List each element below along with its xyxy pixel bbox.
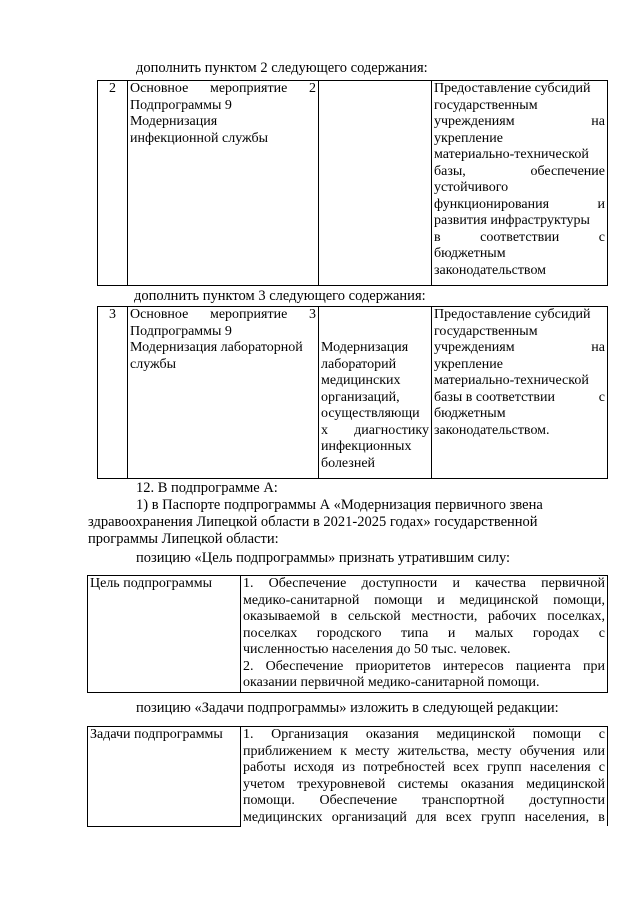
row3-description-line: бюджетным [434, 406, 506, 421]
tasks-text-line: учетом трехуровневой системы оказания медицинской [243, 776, 605, 792]
row2-description-line: развития инфраструктуры [434, 213, 590, 228]
row2-description-line: Предоставление субсидий [434, 81, 591, 96]
row3-result-line: лабораторий [321, 356, 397, 372]
goal-text-line: оказании первичной медико-санитарной помощи. [243, 675, 540, 690]
row2-description [432, 81, 608, 286]
intro-point-2: дополнить пунктом 2 следующего содержания: [136, 60, 428, 76]
row3-result-line: медицинских [321, 373, 401, 388]
row3-number: 3 [98, 307, 128, 479]
tasks-text-line: медицинских организаций для всех групп населения, в [243, 809, 605, 825]
row3-description-line: базы в соответствии с [434, 389, 605, 405]
passport-line-2: здравоохранения Липецкой области в 2021-2025 годах» государственной [88, 514, 538, 530]
row3-result-line: х диагностику [321, 422, 429, 438]
row2-description-line: укрепление [434, 130, 503, 146]
goal-text-line: медико-санитарной помощи и медицинской помощи, [243, 592, 605, 608]
row2-description-line: государственным [434, 97, 538, 113]
row3-description-line: укрепление [434, 356, 503, 372]
row3-description-line: Предоставление субсидий [434, 307, 591, 322]
row3-name: Основное мероприятие 3 Подпрограммы 9 Модернизация лабораторной службы [128, 307, 319, 479]
row2-description-line: учреждениям на [434, 114, 605, 129]
goal-table [87, 575, 608, 693]
row3-result-line: инфекционных [321, 439, 412, 454]
row2-name: Основное мероприятие 2 Подпрограммы 9 Модернизация инфекционной службы [128, 81, 319, 286]
row2-number: 2 [98, 81, 128, 286]
row3-result-line: Модернизация [321, 340, 409, 355]
row2-description-line: базы, обеспечение [434, 163, 605, 179]
goal-text-line: 1. Обеспечение доступности и качества первичной [243, 576, 605, 591]
row3-result-line: организаций, [321, 389, 400, 405]
row2-description-line: в соответствии с [434, 229, 605, 245]
tasks-text [241, 727, 608, 827]
passport-line-1: 1) в Паспорте подпрограммы А «Модернизация первичного звена [136, 497, 543, 513]
row2-description-line: материально-технической [434, 147, 589, 162]
row3-result [319, 307, 432, 479]
row3-description-line: материально-технической [434, 373, 589, 388]
tasks-text-line: работы исходя из потребностей всех групп населения с [243, 760, 605, 775]
position-tasks-note: позицию «Задачи подпрограммы» изложить в следующей редакции: [136, 700, 559, 716]
tasks-text-line: помощи. Обеспечение транспортной доступности [243, 793, 605, 808]
row2-description-line: законодательством [434, 262, 547, 278]
goal-text [241, 576, 608, 693]
tasks-text-line: 1. Организация оказания медицинской помощи с [243, 727, 605, 742]
row3-result-line: болезней [321, 455, 376, 471]
row3-description-line: учреждениям на [434, 340, 605, 355]
goal-text-line: численностью населения до 50 тыс. человек. [243, 642, 511, 657]
row2-description-line: устойчивого [434, 180, 509, 195]
goal-text-line: оказываемой в сельской местности, рабочих поселках, [243, 609, 605, 624]
row2-description-line: бюджетным [434, 246, 506, 261]
intro-point-3: дополнить пунктом 3 следующего содержания: [134, 288, 426, 304]
row3-description-line: государственным [434, 323, 538, 339]
table-row-3 [97, 306, 608, 479]
row3-result-line: осуществляющи [321, 406, 420, 421]
position-goal-note: позицию «Цель подпрограммы» признать утратившим силу: [136, 550, 511, 566]
section-12-heading: 12. В подпрограмме А: [136, 480, 278, 496]
goal-text-line: 2. Обеспечение приоритетов интересов пациента при [243, 658, 605, 674]
tasks-label: Задачи подпрограммы [88, 727, 241, 827]
tasks-table [87, 726, 608, 827]
table-row-2 [97, 80, 608, 286]
goal-label: Цель подпрограммы [88, 576, 241, 693]
row2-description-line: функционирования и [434, 196, 605, 212]
goal-text-line: поселках городского типа и малых городах с [243, 625, 605, 641]
tasks-text-line: приближением к месту жительства, месту обучения или [243, 743, 605, 759]
passport-line-3: программы Липецкой области: [88, 531, 279, 547]
row3-description-line: законодательством. [434, 422, 550, 438]
row3-description [432, 307, 608, 479]
row2-result [319, 81, 432, 286]
